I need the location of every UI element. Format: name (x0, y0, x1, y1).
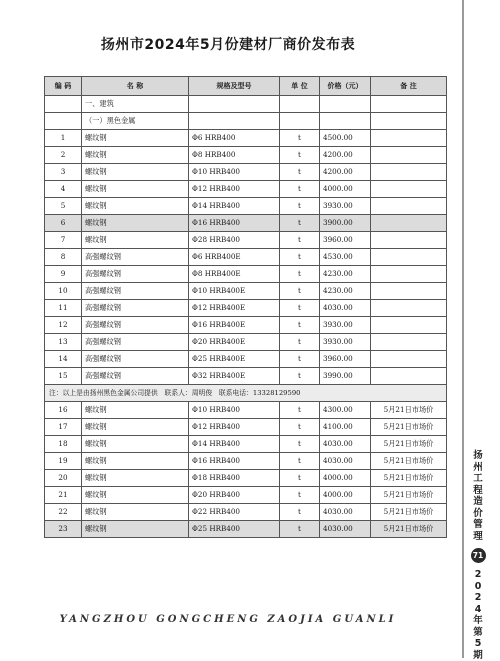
cell-spec: Φ25 HRB400E (189, 351, 280, 368)
cell-note (371, 368, 447, 385)
section-construction-label: 一、建筑 (82, 96, 189, 113)
cell-name: 高强螺纹钢 (82, 317, 189, 334)
cell-spec: Φ12 HRB400E (189, 300, 280, 317)
cell-note (371, 232, 447, 249)
cell-name: 高强螺纹钢 (82, 368, 189, 385)
table-row (45, 266, 447, 283)
cell-code: 21 (45, 487, 82, 504)
table-row (45, 402, 447, 419)
cell-code: 2 (45, 147, 82, 164)
table-row (45, 164, 447, 181)
table-row (45, 283, 447, 300)
cell-code: 16 (45, 402, 82, 419)
cell-unit: t (280, 453, 320, 470)
cell-unit: t (280, 334, 320, 351)
issue-label: 2024年第5期 (473, 569, 483, 661)
cell-name: 高强螺纹钢 (82, 266, 189, 283)
table-row (45, 232, 447, 249)
table-row (45, 453, 447, 470)
cell-unit: t (280, 419, 320, 436)
cell-name: 螺纹钢 (82, 147, 189, 164)
cell-spec: Φ12 HRB400 (189, 181, 280, 198)
cell-note: 5月21日市场价 (371, 470, 447, 487)
cell-price: 4200.00 (320, 164, 371, 181)
side-journal-label (468, 450, 488, 661)
cell-spec: Φ32 HRB400E (189, 368, 280, 385)
cell-unit: t (280, 351, 320, 368)
cell-name: 螺纹钢 (82, 419, 189, 436)
cell-price: 4500.00 (320, 130, 371, 147)
journal-name: 扬州工程造价管理 (473, 450, 483, 542)
cell-price: 4030.00 (320, 453, 371, 470)
cell-unit: t (280, 300, 320, 317)
page-number-badge: 71 (471, 548, 486, 563)
cell-note: 5月21日市场价 (371, 504, 447, 521)
cell-name: 螺纹钢 (82, 130, 189, 147)
cell-spec: Φ18 HRB400 (189, 470, 280, 487)
cell-spec: Φ20 HRB400 (189, 487, 280, 504)
cell-spec: Φ20 HRB400E (189, 334, 280, 351)
cell-unit: t (280, 232, 320, 249)
cell-code: 9 (45, 266, 82, 283)
cell-spec: Φ16 HRB400 (189, 215, 280, 232)
cell-price: 3930.00 (320, 317, 371, 334)
cell-spec: Φ28 HRB400 (189, 232, 280, 249)
cell-code: 17 (45, 419, 82, 436)
cell-note: 5月21日市场价 (371, 487, 447, 504)
cell-note: 5月21日市场价 (371, 419, 447, 436)
cell-code: 10 (45, 283, 82, 300)
header-name: 名 称 (82, 77, 189, 96)
cell-name: 螺纹钢 (82, 436, 189, 453)
cell-price: 3900.00 (320, 215, 371, 232)
cell-note (371, 351, 447, 368)
table-row (45, 470, 447, 487)
cell-code: 8 (45, 249, 82, 266)
cell-code: 11 (45, 300, 82, 317)
cell-name: 螺纹钢 (82, 181, 189, 198)
cell-name: 高强螺纹钢 (82, 351, 189, 368)
table-row (45, 521, 447, 538)
cell-code: 20 (45, 470, 82, 487)
cell-unit: t (280, 266, 320, 283)
cell-note (371, 266, 447, 283)
cell-price: 4000.00 (320, 181, 371, 198)
table-row (45, 215, 447, 232)
cell-spec: Φ10 HRB400 (189, 164, 280, 181)
cell-name: 螺纹钢 (82, 232, 189, 249)
cell-name: 高强螺纹钢 (82, 283, 189, 300)
price-table (44, 76, 447, 538)
cell-note: 5月21日市场价 (371, 453, 447, 470)
cell-spec: Φ25 HRB400 (189, 521, 280, 538)
header-price: 价格（元） (320, 77, 371, 96)
cell-note (371, 164, 447, 181)
cell-unit: t (280, 504, 320, 521)
table-row (45, 249, 447, 266)
cell-unit: t (280, 470, 320, 487)
cell-price: 4300.00 (320, 402, 371, 419)
table-header-row (45, 77, 447, 96)
cell-note (371, 334, 447, 351)
footer-banner: YANGZHOU GONGCHENG ZAOJIA GUANLI (59, 614, 397, 625)
header-note: 备 注 (371, 77, 447, 96)
cell-code: 22 (45, 504, 82, 521)
cell-code: 12 (45, 317, 82, 334)
cell-price: 4030.00 (320, 436, 371, 453)
cell-name: 螺纹钢 (82, 453, 189, 470)
cell-name: 高强螺纹钢 (82, 334, 189, 351)
cell-name: 螺纹钢 (82, 164, 189, 181)
cell-unit: t (280, 402, 320, 419)
table-row (45, 334, 447, 351)
cell-note: 5月21日市场价 (371, 521, 447, 538)
table-row (45, 487, 447, 504)
cell-spec: Φ6 HRB400E (189, 249, 280, 266)
cell-note (371, 181, 447, 198)
cell-price: 4030.00 (320, 300, 371, 317)
cell-unit: t (280, 521, 320, 538)
cell-price: 4230.00 (320, 283, 371, 300)
cell-price: 4030.00 (320, 504, 371, 521)
cell-name: 螺纹钢 (82, 215, 189, 232)
cell-note (371, 249, 447, 266)
cell-code: 13 (45, 334, 82, 351)
page-edge-line (462, 0, 464, 658)
cell-code: 23 (45, 521, 82, 538)
cell-note (371, 147, 447, 164)
cell-name: 螺纹钢 (82, 470, 189, 487)
header-unit: 单 位 (280, 77, 320, 96)
cell-name: 螺纹钢 (82, 198, 189, 215)
cell-name: 螺纹钢 (82, 402, 189, 419)
cell-spec: Φ6 HRB400 (189, 130, 280, 147)
table-row (45, 436, 447, 453)
cell-price: 4230.00 (320, 266, 371, 283)
cell-name: 螺纹钢 (82, 504, 189, 521)
cell-code: 7 (45, 232, 82, 249)
cell-note (371, 130, 447, 147)
cell-spec: Φ14 HRB400 (189, 436, 280, 453)
cell-price: 4200.00 (320, 147, 371, 164)
cell-name: 螺纹钢 (82, 521, 189, 538)
cell-unit: t (280, 181, 320, 198)
cell-unit: t (280, 164, 320, 181)
cell-unit: t (280, 130, 320, 147)
cell-code: 5 (45, 198, 82, 215)
section-construction (45, 96, 447, 113)
supplier-note-row (45, 385, 447, 402)
cell-price: 3990.00 (320, 368, 371, 385)
cell-note: 5月21日市场价 (371, 402, 447, 419)
cell-price: 4100.00 (320, 419, 371, 436)
table-row (45, 300, 447, 317)
cell-spec: Φ22 HRB400 (189, 504, 280, 521)
table-row (45, 130, 447, 147)
cell-unit: t (280, 436, 320, 453)
cell-price: 4530.00 (320, 249, 371, 266)
table-row (45, 351, 447, 368)
cell-spec: Φ16 HRB400 (189, 453, 280, 470)
cell-price: 3960.00 (320, 232, 371, 249)
cell-note (371, 317, 447, 334)
cell-code: 18 (45, 436, 82, 453)
table-row (45, 147, 447, 164)
table-row (45, 181, 447, 198)
page-title: 扬州市2024年5月份建材厂商价发布表 (100, 37, 356, 53)
table-row (45, 198, 447, 215)
cell-spec: Φ14 HRB400 (189, 198, 280, 215)
cell-price: 4030.00 (320, 521, 371, 538)
table-row (45, 317, 447, 334)
supplier-note: 注：以上是由扬州黑色金属公司提供 联系人：周明俊 联系电话：13328129590 (45, 385, 447, 402)
cell-unit: t (280, 487, 320, 504)
section-ferrous-metals (45, 113, 447, 130)
cell-price: 4000.00 (320, 470, 371, 487)
cell-price: 4000.00 (320, 487, 371, 504)
cell-unit: t (280, 198, 320, 215)
cell-spec: Φ12 HRB400 (189, 419, 280, 436)
cell-name: 高强螺纹钢 (82, 300, 189, 317)
cell-code: 19 (45, 453, 82, 470)
cell-spec: Φ10 HRB400E (189, 283, 280, 300)
cell-price: 3930.00 (320, 334, 371, 351)
cell-spec: Φ8 HRB400 (189, 147, 280, 164)
cell-note (371, 300, 447, 317)
cell-code: 3 (45, 164, 82, 181)
header-code: 编 码 (45, 77, 82, 96)
cell-code: 6 (45, 215, 82, 232)
cell-spec: Φ8 HRB400E (189, 266, 280, 283)
header-spec: 规格及型号 (189, 77, 280, 96)
cell-unit: t (280, 283, 320, 300)
cell-unit: t (280, 215, 320, 232)
cell-price: 3930.00 (320, 198, 371, 215)
section-ferrous-metals-label: （一）黑色金属 (82, 113, 189, 130)
cell-note (371, 215, 447, 232)
cell-spec: Φ10 HRB400 (189, 402, 280, 419)
cell-note: 5月21日市场价 (371, 436, 447, 453)
cell-note (371, 198, 447, 215)
cell-code: 14 (45, 351, 82, 368)
cell-unit: t (280, 249, 320, 266)
table-row (45, 419, 447, 436)
cell-spec: Φ16 HRB400E (189, 317, 280, 334)
cell-price: 3960.00 (320, 351, 371, 368)
cell-name: 高强螺纹钢 (82, 249, 189, 266)
cell-code: 15 (45, 368, 82, 385)
cell-unit: t (280, 317, 320, 334)
cell-code: 1 (45, 130, 82, 147)
table-row (45, 504, 447, 521)
table-row (45, 368, 447, 385)
cell-code: 4 (45, 181, 82, 198)
cell-unit: t (280, 147, 320, 164)
cell-unit: t (280, 368, 320, 385)
cell-note (371, 283, 447, 300)
cell-name: 螺纹钢 (82, 487, 189, 504)
